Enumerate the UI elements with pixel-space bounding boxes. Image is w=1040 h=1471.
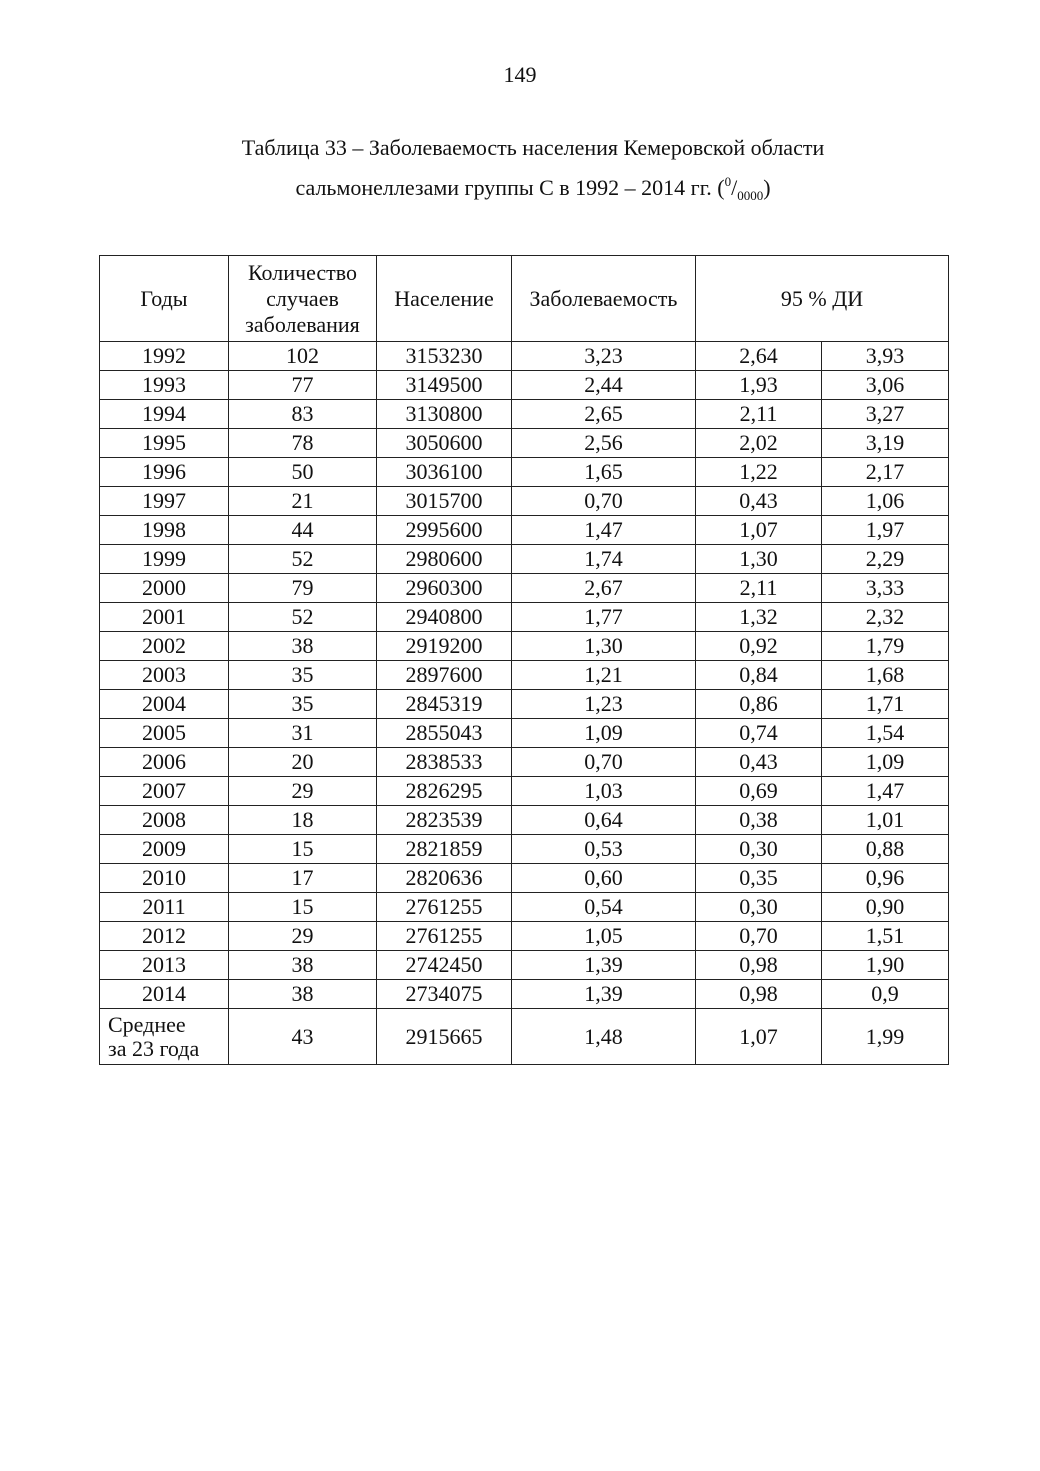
average-ci-upper: 1,99 — [822, 1009, 949, 1065]
incidence-table — [99, 255, 949, 1065]
cell-population: 2845319 — [377, 690, 512, 719]
cell-ci-upper: 1,68 — [822, 661, 949, 690]
cell-incidence: 3,23 — [512, 342, 696, 371]
caption-unit-slash: / — [731, 175, 738, 200]
caption-unit-sup: 0 — [724, 174, 732, 189]
average-ci-lower: 1,07 — [696, 1009, 822, 1065]
cell-cases: 52 — [229, 603, 377, 632]
cell-ci-lower: 0,98 — [696, 951, 822, 980]
header-cases-line: случаев — [266, 285, 339, 311]
cell-cases: 38 — [229, 951, 377, 980]
cell-year: 2007 — [100, 777, 229, 806]
table-row — [100, 429, 949, 458]
cell-incidence: 0,64 — [512, 806, 696, 835]
cell-cases: 102 — [229, 342, 377, 371]
average-label — [100, 1009, 229, 1065]
cell-year: 1997 — [100, 487, 229, 516]
cell-ci-lower: 1,07 — [696, 516, 822, 545]
cell-cases: 78 — [229, 429, 377, 458]
table-row — [100, 342, 949, 371]
cell-ci-upper: 1,90 — [822, 951, 949, 980]
cell-incidence: 0,60 — [512, 864, 696, 893]
cell-population: 2980600 — [377, 545, 512, 574]
cell-cases: 38 — [229, 632, 377, 661]
cell-cases: 15 — [229, 835, 377, 864]
table-row — [100, 545, 949, 574]
cell-incidence: 0,53 — [512, 835, 696, 864]
cell-ci-lower: 0,92 — [696, 632, 822, 661]
cell-ci-upper: 3,27 — [822, 400, 949, 429]
cell-year: 2014 — [100, 980, 229, 1009]
cell-cases: 31 — [229, 719, 377, 748]
cell-population: 2820636 — [377, 864, 512, 893]
cell-ci-lower: 0,69 — [696, 777, 822, 806]
cell-ci-lower: 0,30 — [696, 835, 822, 864]
header-population: Население — [377, 256, 512, 342]
cell-year: 2009 — [100, 835, 229, 864]
cell-population: 3036100 — [377, 458, 512, 487]
header-years: Годы — [100, 256, 229, 342]
cell-incidence: 1,39 — [512, 951, 696, 980]
cell-ci-lower: 1,32 — [696, 603, 822, 632]
cell-cases: 79 — [229, 574, 377, 603]
cell-year: 2008 — [100, 806, 229, 835]
cell-year: 2002 — [100, 632, 229, 661]
cell-ci-lower: 0,70 — [696, 922, 822, 951]
page-number: 149 — [503, 62, 537, 87]
cell-ci-upper: 1,79 — [822, 632, 949, 661]
cell-incidence: 0,70 — [512, 748, 696, 777]
cell-cases: 83 — [229, 400, 377, 429]
cell-population: 3149500 — [377, 371, 512, 400]
cell-population: 3130800 — [377, 400, 512, 429]
table-row — [100, 690, 949, 719]
cell-incidence: 1,05 — [512, 922, 696, 951]
table-row — [100, 748, 949, 777]
cell-ci-upper: 1,51 — [822, 922, 949, 951]
cell-ci-upper: 1,01 — [822, 806, 949, 835]
cell-population: 2940800 — [377, 603, 512, 632]
cell-population: 2734075 — [377, 980, 512, 1009]
cell-ci-lower: 2,64 — [696, 342, 822, 371]
cell-year: 1999 — [100, 545, 229, 574]
header-confidence-interval: 95 % ДИ — [696, 256, 949, 342]
cell-year: 2000 — [100, 574, 229, 603]
cell-cases: 52 — [229, 545, 377, 574]
cell-ci-upper: 0,90 — [822, 893, 949, 922]
table-row — [100, 574, 949, 603]
cell-cases: 29 — [229, 922, 377, 951]
cell-ci-lower: 2,11 — [696, 574, 822, 603]
cell-ci-lower: 0,43 — [696, 748, 822, 777]
header-cases — [229, 256, 377, 342]
cell-year: 2004 — [100, 690, 229, 719]
cell-ci-upper: 1,47 — [822, 777, 949, 806]
cell-population: 2826295 — [377, 777, 512, 806]
cell-year: 1994 — [100, 400, 229, 429]
cell-ci-lower: 2,11 — [696, 400, 822, 429]
cell-population: 2823539 — [377, 806, 512, 835]
cell-ci-lower: 0,30 — [696, 893, 822, 922]
table-row — [100, 632, 949, 661]
cell-population: 2995600 — [377, 516, 512, 545]
table-row — [100, 516, 949, 545]
caption-unit-sub: 0000 — [737, 188, 764, 203]
cell-ci-upper: 1,06 — [822, 487, 949, 516]
cell-year: 2012 — [100, 922, 229, 951]
cell-ci-upper: 2,32 — [822, 603, 949, 632]
cell-population: 2855043 — [377, 719, 512, 748]
cell-ci-lower: 1,22 — [696, 458, 822, 487]
cell-incidence: 1,03 — [512, 777, 696, 806]
cell-ci-lower: 1,30 — [696, 545, 822, 574]
table-row — [100, 835, 949, 864]
cell-year: 2005 — [100, 719, 229, 748]
header-cases-line: Количество — [247, 259, 358, 285]
table-row — [100, 487, 949, 516]
cell-ci-lower: 2,02 — [696, 429, 822, 458]
cell-ci-upper: 0,9 — [822, 980, 949, 1009]
cell-incidence: 1,30 — [512, 632, 696, 661]
cell-ci-lower: 0,43 — [696, 487, 822, 516]
table-row — [100, 864, 949, 893]
cell-cases: 50 — [229, 458, 377, 487]
cell-ci-upper: 2,29 — [822, 545, 949, 574]
cell-population: 2761255 — [377, 922, 512, 951]
cell-incidence: 1,21 — [512, 661, 696, 690]
table-row — [100, 777, 949, 806]
cell-ci-upper: 2,17 — [822, 458, 949, 487]
cell-ci-upper: 0,96 — [822, 864, 949, 893]
cell-ci-lower: 0,86 — [696, 690, 822, 719]
cell-cases: 35 — [229, 690, 377, 719]
cell-population: 3050600 — [377, 429, 512, 458]
table-row — [100, 400, 949, 429]
caption-unit-close: ) — [763, 175, 771, 200]
cell-incidence: 2,67 — [512, 574, 696, 603]
cell-incidence: 0,54 — [512, 893, 696, 922]
cell-year: 1995 — [100, 429, 229, 458]
cell-ci-lower: 0,38 — [696, 806, 822, 835]
cell-ci-upper: 0,88 — [822, 835, 949, 864]
table-row — [100, 893, 949, 922]
cell-cases: 38 — [229, 980, 377, 1009]
cell-year: 2011 — [100, 893, 229, 922]
cell-population: 3153230 — [377, 342, 512, 371]
cell-cases: 29 — [229, 777, 377, 806]
cell-cases: 21 — [229, 487, 377, 516]
cell-ci-upper: 1,09 — [822, 748, 949, 777]
cell-incidence: 2,56 — [512, 429, 696, 458]
table-row — [100, 719, 949, 748]
cell-incidence: 1,39 — [512, 980, 696, 1009]
cell-ci-lower: 0,84 — [696, 661, 822, 690]
cell-ci-upper: 1,97 — [822, 516, 949, 545]
cell-incidence: 1,65 — [512, 458, 696, 487]
header-incidence: Заболеваемость — [512, 256, 696, 342]
average-label-line: за 23 года — [108, 1035, 200, 1061]
cell-population: 2742450 — [377, 951, 512, 980]
table-row — [100, 458, 949, 487]
cell-incidence: 1,23 — [512, 690, 696, 719]
cell-year: 2006 — [100, 748, 229, 777]
cell-year: 2003 — [100, 661, 229, 690]
cell-ci-upper: 3,33 — [822, 574, 949, 603]
cell-cases: 20 — [229, 748, 377, 777]
header-row — [100, 256, 949, 342]
cell-ci-lower: 0,98 — [696, 980, 822, 1009]
cell-year: 2010 — [100, 864, 229, 893]
cell-incidence: 1,47 — [512, 516, 696, 545]
cell-year: 1993 — [100, 371, 229, 400]
average-incidence: 1,48 — [512, 1009, 696, 1065]
cell-ci-upper: 3,19 — [822, 429, 949, 458]
cell-ci-lower: 0,74 — [696, 719, 822, 748]
cell-year: 2013 — [100, 951, 229, 980]
cell-ci-upper: 1,54 — [822, 719, 949, 748]
cell-cases: 44 — [229, 516, 377, 545]
cell-incidence: 2,44 — [512, 371, 696, 400]
cell-ci-upper: 3,93 — [822, 342, 949, 371]
cell-year: 1992 — [100, 342, 229, 371]
table-caption — [0, 128, 1040, 208]
cell-year: 2001 — [100, 603, 229, 632]
average-label-line: Среднее — [108, 1011, 186, 1037]
table-row — [100, 371, 949, 400]
cell-incidence: 0,70 — [512, 487, 696, 516]
table-row — [100, 951, 949, 980]
average-row — [100, 1009, 949, 1065]
cell-ci-lower: 1,93 — [696, 371, 822, 400]
table-row — [100, 661, 949, 690]
cell-population: 2838533 — [377, 748, 512, 777]
cell-cases: 18 — [229, 806, 377, 835]
cell-population: 2821859 — [377, 835, 512, 864]
cell-cases: 17 — [229, 864, 377, 893]
cell-population: 3015700 — [377, 487, 512, 516]
cell-incidence: 2,65 — [512, 400, 696, 429]
cell-population: 2897600 — [377, 661, 512, 690]
cell-year: 1998 — [100, 516, 229, 545]
cell-incidence: 1,74 — [512, 545, 696, 574]
cell-population: 2960300 — [377, 574, 512, 603]
table-row — [100, 922, 949, 951]
cell-population: 2761255 — [377, 893, 512, 922]
caption-line-2-text: сальмонеллезами группы С в 1992 – 2014 гг. ( — [295, 175, 725, 200]
cell-population: 2919200 — [377, 632, 512, 661]
cell-cases: 35 — [229, 661, 377, 690]
cell-ci-upper: 1,71 — [822, 690, 949, 719]
header-cases-line: заболевания — [245, 311, 360, 337]
table-row — [100, 603, 949, 632]
caption-line-1: Таблица 33 – Заболеваемость населения Кемеровской области — [241, 135, 825, 160]
table-row — [100, 980, 949, 1009]
cell-cases: 77 — [229, 371, 377, 400]
table-row — [100, 806, 949, 835]
average-population: 2915665 — [377, 1009, 512, 1065]
cell-ci-upper: 3,06 — [822, 371, 949, 400]
caption-line-2 — [0, 168, 1040, 208]
cell-ci-lower: 0,35 — [696, 864, 822, 893]
cell-incidence: 1,09 — [512, 719, 696, 748]
cell-incidence: 1,77 — [512, 603, 696, 632]
average-cases: 43 — [229, 1009, 377, 1065]
cell-cases: 15 — [229, 893, 377, 922]
cell-year: 1996 — [100, 458, 229, 487]
